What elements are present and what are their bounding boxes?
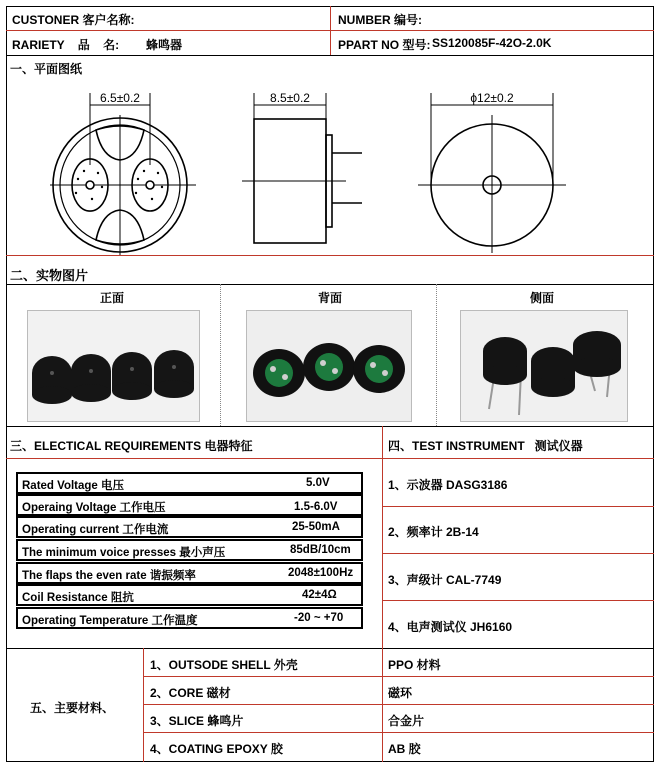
divider bbox=[382, 506, 654, 507]
spec-value: 5.0V bbox=[306, 477, 330, 489]
spec-label: Operaing Voltage 工作电压 bbox=[22, 502, 166, 514]
view-label-back: 背面 bbox=[318, 291, 343, 305]
drawing-section-title: 一、平面图纸 bbox=[10, 62, 83, 76]
spec-label: The flaps the even rate 谐振频率 bbox=[22, 570, 196, 582]
instrument-item: 1、示波器 DASG3186 bbox=[388, 478, 508, 492]
spec-value: 2048±100Hz bbox=[288, 567, 354, 579]
technical-drawing bbox=[6, 75, 654, 255]
divider bbox=[143, 704, 654, 705]
material-value: 合金片 bbox=[388, 714, 425, 728]
spec-row bbox=[16, 539, 363, 561]
view-label-front: 正面 bbox=[100, 291, 125, 305]
instrument-item: 2、频率计 2B-14 bbox=[388, 525, 479, 539]
spec-row bbox=[16, 607, 363, 629]
dimension-c: ϕ12±0.2 bbox=[470, 91, 514, 105]
divider bbox=[6, 284, 654, 285]
spec-row bbox=[16, 472, 363, 494]
variety-label: RARIETY 品 名: bbox=[12, 38, 120, 52]
dimension-a: 6.5±0.2 bbox=[100, 91, 140, 105]
divider bbox=[143, 676, 654, 677]
instrument-item: 3、声级计 CAL-7749 bbox=[388, 573, 502, 587]
divider bbox=[382, 426, 383, 648]
divider bbox=[143, 732, 654, 733]
spec-value: 1.5-6.0V bbox=[294, 501, 338, 513]
view-label-side: 侧面 bbox=[530, 291, 555, 305]
divider bbox=[220, 284, 221, 426]
part-number-value: SS120085F-42O-2.0K bbox=[432, 36, 552, 50]
spec-row bbox=[16, 562, 363, 584]
divider bbox=[6, 458, 654, 459]
variety-value: 蜂鸣器 bbox=[146, 38, 183, 52]
divider bbox=[382, 553, 654, 554]
spec-label: Coil Resistance 阻抗 bbox=[22, 592, 134, 604]
side-view-drawing bbox=[242, 93, 362, 243]
number-label: NUMBER 编号: bbox=[338, 13, 422, 27]
back-photo bbox=[246, 310, 412, 422]
spec-label: Operating current 工作电流 bbox=[22, 524, 169, 536]
spec-value: -20 ~ +70 bbox=[294, 612, 344, 624]
material-value: AB 胶 bbox=[388, 742, 421, 756]
material-value: PPO 材料 bbox=[388, 658, 441, 672]
spec-row bbox=[16, 494, 363, 516]
divider bbox=[330, 6, 331, 55]
spec-value: 42±4Ω bbox=[302, 589, 337, 601]
divider bbox=[382, 600, 654, 601]
materials-section-title: 五、主要材料、 bbox=[30, 701, 115, 715]
electrical-requirements-table bbox=[16, 472, 363, 630]
spec-row bbox=[16, 584, 363, 606]
dimension-b: 8.5±0.2 bbox=[270, 91, 310, 105]
electrical-section-title: 三、ELECTICAL REQUIREMENTS 电器特征 bbox=[10, 439, 253, 453]
spec-label: Rated Voltage 电压 bbox=[22, 480, 125, 492]
front-photo bbox=[27, 310, 200, 422]
customer-label: CUSTONER 客户名称: bbox=[12, 13, 135, 27]
material-part: 2、CORE 磁材 bbox=[150, 686, 231, 700]
spec-label: Operating Temperature 工作温度 bbox=[22, 615, 198, 627]
divider bbox=[382, 648, 383, 762]
divider bbox=[6, 55, 654, 56]
material-value: 磁环 bbox=[388, 686, 413, 700]
divider bbox=[143, 648, 144, 762]
test-instrument-section-title: 四、TEST INSTRUMENT 测试仪器 bbox=[388, 439, 583, 453]
divider bbox=[6, 426, 654, 427]
photos-section-title: 二、实物图片 bbox=[10, 268, 89, 283]
spec-value: 85dB/10cm bbox=[290, 544, 351, 556]
material-part: 4、COATING EPOXY 胶 bbox=[150, 742, 283, 756]
spec-row bbox=[16, 516, 363, 538]
part-number-label: PPART NO 型号: bbox=[338, 38, 431, 52]
front-view-drawing bbox=[50, 93, 196, 255]
material-part: 3、SLICE 蜂鸣片 bbox=[150, 714, 244, 728]
instrument-item: 4、电声测试仪 JH6160 bbox=[388, 620, 513, 634]
divider bbox=[6, 648, 654, 649]
spec-label: The minimum voice presses 最小声压 bbox=[22, 547, 226, 559]
divider bbox=[436, 284, 437, 426]
back-view-drawing bbox=[418, 93, 566, 253]
material-part: 1、OUTSODE SHELL 外壳 bbox=[150, 658, 298, 672]
divider bbox=[6, 255, 654, 256]
side-photo bbox=[460, 310, 628, 422]
spec-value: 25-50mA bbox=[292, 521, 340, 533]
